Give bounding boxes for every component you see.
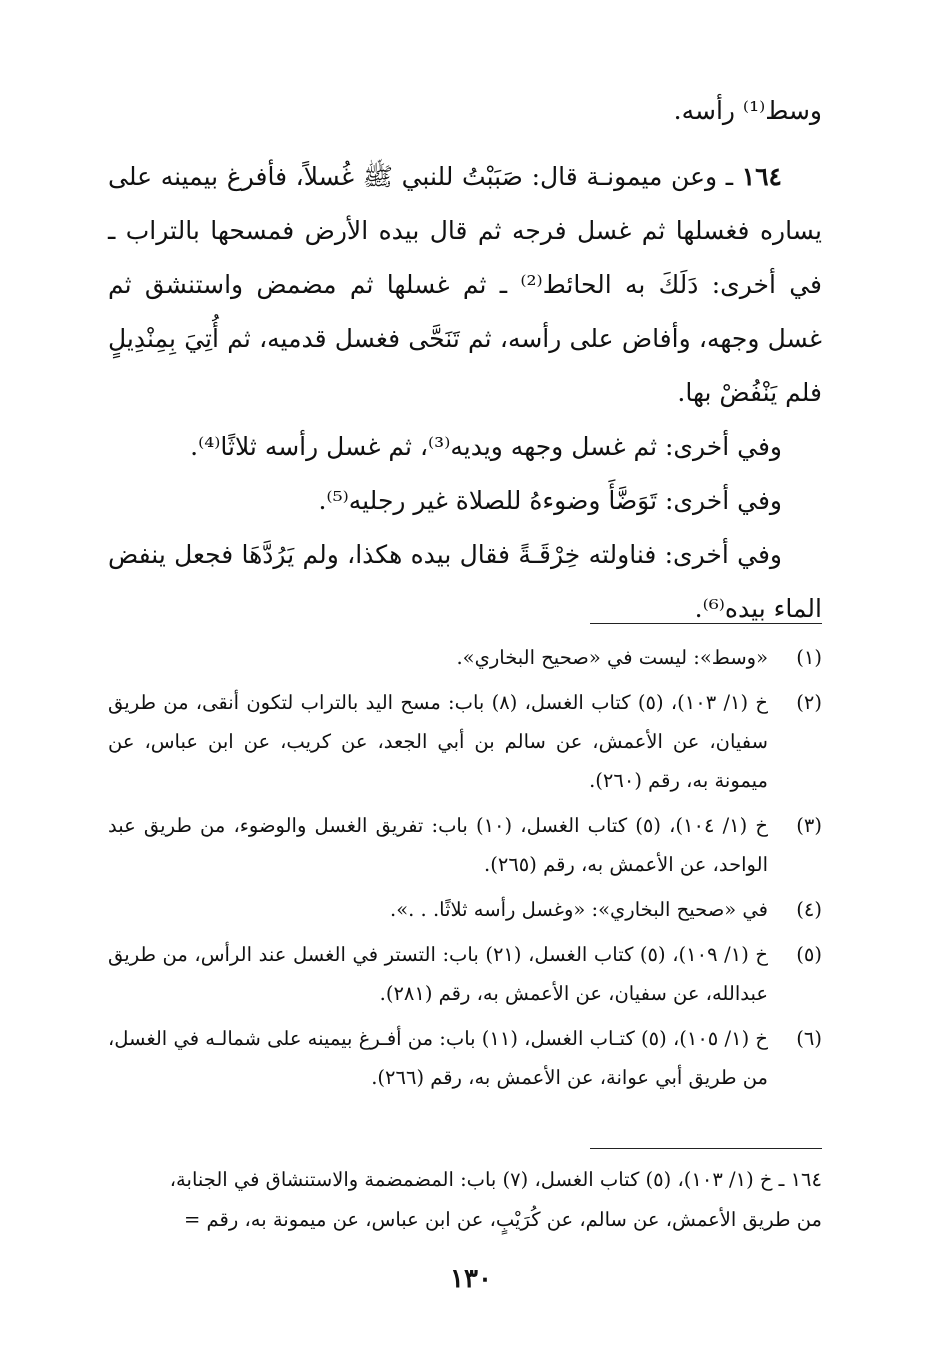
- hadith-number: ١٦٤: [741, 162, 782, 191]
- footnote-item: [108, 890, 822, 929]
- hadith-paragraph: [108, 150, 822, 420]
- takhrij-note: [108, 1160, 822, 1240]
- page-number: ١٣٠: [450, 1264, 492, 1294]
- footnote-number: (٣): [796, 814, 822, 837]
- footnote-text: خ (١/ ١٠٩)، (٥) كتاب الغسل، (٢١) باب: التستر في الغسل عند الرأس، من طريق عبدالله، عن سفيان، عن الأعمش به، رقم (٢٨١).: [108, 943, 768, 1005]
- footnotes: [108, 638, 822, 1103]
- footnote-item: [108, 935, 822, 1013]
- takhrij-line: من طريق الأعمش، عن سالم، عن كُرَيْبٍ، عن ابن عباس، عن ميمونة به، رقم =: [184, 1208, 822, 1231]
- footnote-number: (٦): [796, 1027, 822, 1050]
- footnote-item: [108, 638, 822, 677]
- footnote-text: «وسط»: ليست في «صحيح البخاري».: [456, 646, 768, 669]
- main-text: [108, 84, 822, 636]
- footnote-separator: [590, 623, 822, 624]
- footnote-number: (٤): [796, 898, 822, 921]
- continuation-line: وسط⁽¹⁾ رأسه.: [673, 96, 822, 125]
- footnote-number: (٥): [796, 943, 822, 966]
- gloss-separator: [590, 1148, 822, 1149]
- variant-paragraph-2: وفي أخرى: تَوَضَّأَ وضوءهُ للصلاة غير رجليه⁽⁵⁾.: [318, 486, 782, 515]
- footnote-number: (١): [796, 646, 822, 669]
- footnote-text: في «صحيح البخاري»: «وغسل رأسه ثلاثًا. . .».: [390, 898, 768, 921]
- footnote-text: خ (١/ ١٠٣)، (٥) كتاب الغسل، (٨) باب: مسح اليد بالتراب لتكون أنقى، من طريق سفيان، عن الأعمش، عن سالم بن أبي الجعد، عن كريب، عن ابن عباس، عن ميمونة به، رقم (٢٦٠).: [108, 691, 768, 792]
- variant-paragraph-3: وفي أخرى: فناولته خِرْقَـةً فقال بيده هكذا، ولم يَرُدَّهَا فجعل ينفض الماء بيده⁽⁶⁾.: [108, 540, 822, 623]
- footnote-item: [108, 1019, 822, 1097]
- footnote-text: خ (١/ ١٠٥)، (٥) كتـاب الغسل، (١١) باب: من أفـرغ بيمينه على شمالـه في الغسل، من طريق أبي عوانة، عن الأعمش به، رقم (٢٦٦).: [108, 1027, 768, 1089]
- footnote-item: [108, 683, 822, 800]
- variant-paragraph-1: وفي أخرى: ثم غسل وجهه ويديه⁽³⁾، ثم غسل رأسه ثلاثًا⁽⁴⁾.: [190, 432, 782, 461]
- hadith-text: ـ وعن ميمونـة قال: صَبَبْتُ للنبي ﷺ غُسلاً، فأفرغ بيمينه على يساره فغسلها ثم غسل فرجه ثم قال بيده الأرض فمسحها بالتراب ـ في أخرى: دَلَكَ به الحائط⁽²⁾ ـ ثم غسلها ثم مضمض واستنشق ثم غسل وجهه، وأفاض على رأسه، ثم تَنَحَّى فغسل قدميه، ثم أُتِيَ بِمِنْدِيلٍ فلم يَنْفُضْ بها.: [108, 162, 823, 407]
- takhrij-line: ١٦٤ ـ خ (١/ ١٠٣)، (٥) كتاب الغسل، (٧) باب: المضمضمة والاستنشاق في الجنابة،: [169, 1168, 822, 1191]
- footnote-number: (٢): [796, 691, 822, 714]
- footnote-text: خ (١/ ١٠٤)، (٥) كتاب الغسل، (١٠) باب: تفريق الغسل والوضوء، من طريق عبد الواحد، عن الأعمش به، رقم (٢٦٥).: [108, 814, 768, 876]
- footnote-item: [108, 806, 822, 884]
